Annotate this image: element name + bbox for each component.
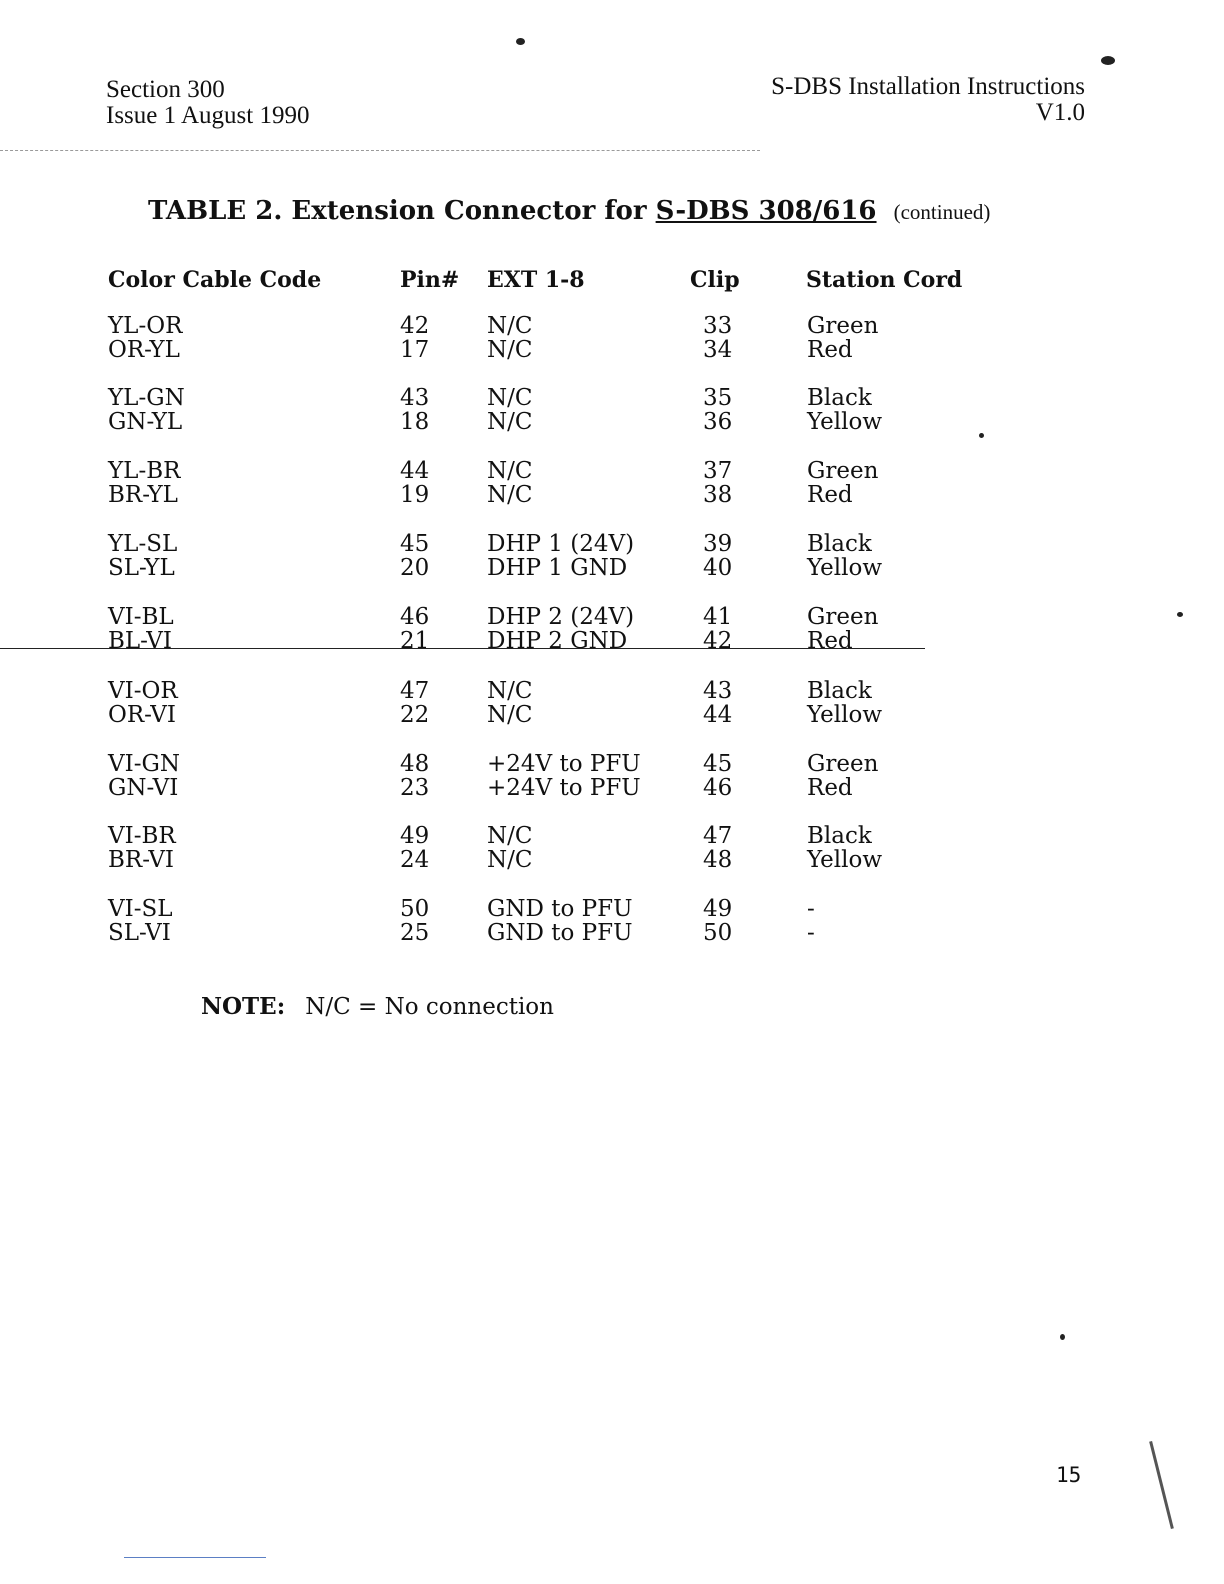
table-cell-ext: N/C <box>487 678 533 704</box>
table-cell-clip: 49 <box>703 896 733 922</box>
table-cell-pin: 19 <box>400 482 430 508</box>
table-cell-clip: 34 <box>703 337 733 363</box>
note <box>201 993 554 1020</box>
table-cell-code: VI-BL <box>108 604 174 630</box>
table-cell-code: YL-OR <box>108 313 183 339</box>
table-cell-clip: 46 <box>703 775 733 801</box>
table-cell-clip: 38 <box>703 482 733 508</box>
table-cell-pin: 21 <box>400 628 430 654</box>
scan-speck <box>516 38 525 45</box>
table-cell-cord: - <box>807 896 815 922</box>
scan-speck <box>1177 612 1183 617</box>
table-cell-cord: Red <box>807 482 853 508</box>
table-cell-cord: Green <box>807 458 879 484</box>
header-right <box>771 74 1085 126</box>
table-cell-code: OR-YL <box>108 337 180 363</box>
header-left <box>106 77 309 129</box>
table-cell-cord: Black <box>807 678 872 704</box>
table-cell-cord: - <box>807 920 815 946</box>
table-cell-pin: 23 <box>400 775 430 801</box>
table-cell-code: YL-BR <box>108 458 181 484</box>
table-cell-ext: +24V to PFU <box>487 751 641 777</box>
table-cell-pin: 48 <box>400 751 430 777</box>
scan-scratch <box>1149 1441 1174 1529</box>
table-cell-clip: 44 <box>703 702 733 728</box>
scan-blue-line <box>124 1557 266 1558</box>
table-cell-cord: Green <box>807 751 879 777</box>
table-cell-pin: 45 <box>400 531 430 557</box>
table-cell-code: BL-VI <box>108 628 172 654</box>
table-cell-cord: Black <box>807 531 872 557</box>
table-cell-code: VI-BR <box>108 823 176 849</box>
table-cell-code: VI-SL <box>108 896 173 922</box>
table-cell-cord: Yellow <box>807 702 883 728</box>
table-cell-clip: 48 <box>703 847 733 873</box>
table-cell-ext: DHP 1 GND <box>487 555 628 581</box>
table-cell-code: VI-OR <box>108 678 178 704</box>
table-cell-ext: GND to PFU <box>487 896 633 922</box>
table-cell-code: YL-SL <box>108 531 178 557</box>
table-cell-clip: 33 <box>703 313 733 339</box>
table-cell-code: GN-VI <box>108 775 179 801</box>
table-cell-pin: 17 <box>400 337 430 363</box>
table-cell-clip: 40 <box>703 555 733 581</box>
table-cell-cord: Red <box>807 337 853 363</box>
table-cell-ext: N/C <box>487 409 533 435</box>
table-cell-ext: N/C <box>487 702 533 728</box>
table-cell-ext: N/C <box>487 313 533 339</box>
table-cell-code: YL-GN <box>108 385 185 411</box>
table-cell-ext: N/C <box>487 337 533 363</box>
table-cell-clip: 35 <box>703 385 733 411</box>
table-cell-pin: 46 <box>400 604 430 630</box>
table-cell-cord: Yellow <box>807 409 883 435</box>
table-title <box>148 196 990 226</box>
table-cell-clip: 41 <box>703 604 733 630</box>
table-cell-pin: 25 <box>400 920 430 946</box>
table-cell-code: BR-YL <box>108 482 178 508</box>
scan-speck <box>1101 56 1115 65</box>
table-cell-clip: 47 <box>703 823 733 849</box>
table-cell-cord: Black <box>807 823 872 849</box>
table-cell-pin: 24 <box>400 847 430 873</box>
column-header-station-cord: Station Cord <box>806 267 963 293</box>
table-cell-cord: Red <box>807 775 853 801</box>
table-cell-code: GN-YL <box>108 409 183 435</box>
table-cell-cord: Black <box>807 385 872 411</box>
table-cell-cord: Red <box>807 628 853 654</box>
header-divider <box>0 150 760 151</box>
page-number: 15 <box>1056 1463 1082 1487</box>
table-title-model: S-DBS 308/616 <box>655 196 877 226</box>
table-cell-cord: Yellow <box>807 847 883 873</box>
table-cell-ext: DHP 2 (24V) <box>487 604 635 630</box>
scan-speck <box>979 433 984 438</box>
table-cell-pin: 44 <box>400 458 430 484</box>
table-cell-pin: 20 <box>400 555 430 581</box>
table-cell-ext: DHP 1 (24V) <box>487 531 635 557</box>
table-cell-pin: 43 <box>400 385 430 411</box>
table-cell-pin: 47 <box>400 678 430 704</box>
scan-speck <box>1060 1334 1065 1340</box>
scan-rule-line <box>0 648 925 649</box>
table-cell-ext: N/C <box>487 385 533 411</box>
table-cell-ext: +24V to PFU <box>487 775 641 801</box>
table-cell-code: SL-YL <box>108 555 175 581</box>
table-cell-pin: 50 <box>400 896 430 922</box>
table-cell-clip: 45 <box>703 751 733 777</box>
table-cell-ext: N/C <box>487 458 533 484</box>
table-cell-ext: N/C <box>487 482 533 508</box>
table-cell-clip: 37 <box>703 458 733 484</box>
table-cell-pin: 22 <box>400 702 430 728</box>
column-header-clip: Clip <box>690 267 740 293</box>
issue-date: Issue 1 August 1990 <box>106 102 310 129</box>
table-cell-clip: 42 <box>703 628 733 654</box>
table-cell-pin: 49 <box>400 823 430 849</box>
table-title-suffix: (continued) <box>893 200 991 224</box>
table-cell-code: VI-GN <box>108 751 180 777</box>
section-label: Section 300 <box>106 76 225 103</box>
table-cell-cord: Green <box>807 313 879 339</box>
table-cell-pin: 42 <box>400 313 430 339</box>
table-cell-cord: Yellow <box>807 555 883 581</box>
column-header-color-cable-code: Color Cable Code <box>108 267 322 293</box>
table-cell-clip: 39 <box>703 531 733 557</box>
note-text: N/C = No connection <box>305 994 554 1020</box>
table-cell-cord: Green <box>807 604 879 630</box>
column-header-pin: Pin# <box>400 267 460 293</box>
column-header-ext: EXT 1-8 <box>487 267 585 293</box>
table-cell-clip: 36 <box>703 409 733 435</box>
document-title: S-DBS Installation Instructions <box>771 73 1085 100</box>
table-cell-ext: N/C <box>487 847 533 873</box>
table-title-prefix: TABLE 2. Extension Connector for <box>148 196 647 226</box>
table-cell-pin: 18 <box>400 409 430 435</box>
table-cell-ext: N/C <box>487 823 533 849</box>
table-cell-clip: 50 <box>703 920 733 946</box>
table-cell-code: BR-VI <box>108 847 175 873</box>
document-version: V1.0 <box>1035 99 1085 126</box>
table-cell-code: SL-VI <box>108 920 171 946</box>
table-cell-clip: 43 <box>703 678 733 704</box>
note-label: NOTE: <box>201 993 286 1020</box>
table-cell-ext: GND to PFU <box>487 920 633 946</box>
table-cell-ext: DHP 2 GND <box>487 628 628 654</box>
table-cell-code: OR-VI <box>108 702 176 728</box>
